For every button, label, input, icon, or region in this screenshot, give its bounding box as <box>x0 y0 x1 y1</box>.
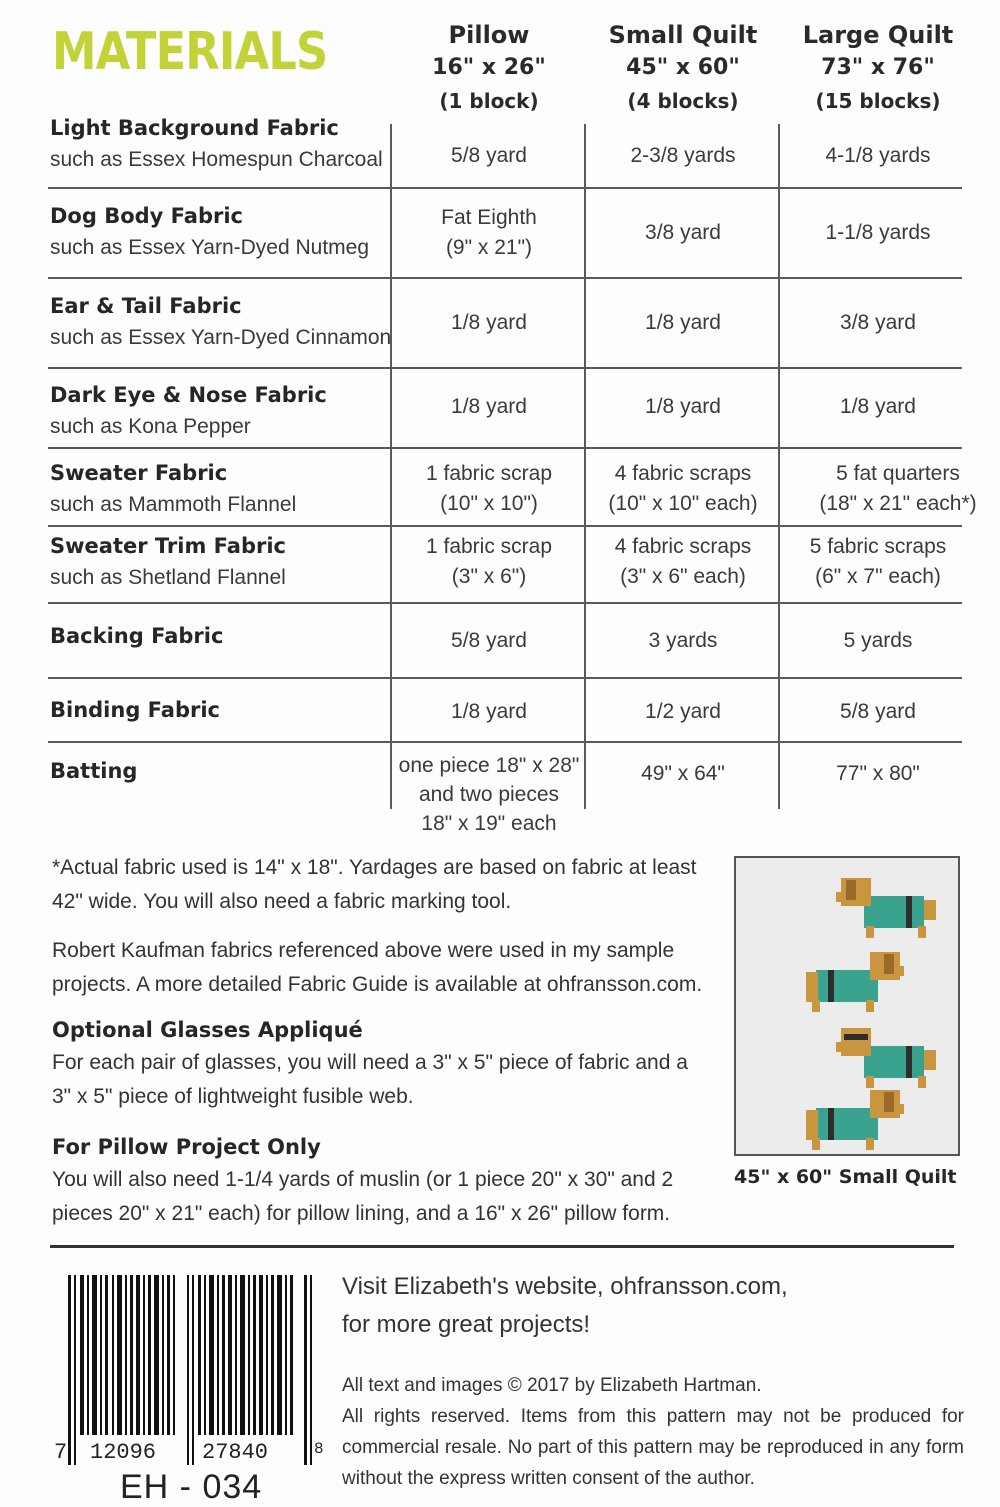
large-quilt-cell: 1/8 yard <box>840 395 916 418</box>
column-name: Large Quilt <box>802 21 954 49</box>
column-name: Small Quilt <box>608 21 758 49</box>
pillow-cell: 5/8 yard <box>451 628 527 652</box>
row-divider <box>48 187 962 189</box>
table-row <box>48 743 962 843</box>
row-label <box>50 290 391 354</box>
glasses-heading: Optional Glasses Appliqué <box>52 1018 363 1042</box>
small-quilt-cell: 3/8 yard <box>645 221 721 244</box>
pillow-cell: Fat Eighth (9" x 21") <box>441 206 537 259</box>
table-row <box>48 457 977 525</box>
large-quilt-cell: 5 fat quarters (18" x 21" each*) <box>819 462 977 515</box>
dog-3 <box>836 1028 936 1088</box>
pillow-heading: For Pillow Project Only <box>52 1135 321 1159</box>
column-blocks: (1 block) <box>439 89 539 113</box>
dog-4 <box>806 1090 904 1150</box>
table-row <box>48 604 962 677</box>
pillow-cell: one piece 18" x 28" and two pieces 18" x 19" each <box>398 754 580 835</box>
column-header-pillow <box>392 18 586 118</box>
row-label <box>50 379 327 443</box>
kaufman-note: Robert Kaufman fabrics referenced above were used in my sample projects. A more detailed Fabric Guide is available at ohfransson.com. <box>52 939 703 996</box>
column-dimensions: 73" x 76" <box>821 55 935 80</box>
large-quilt-cell: 3/8 yard <box>840 311 916 334</box>
fabric-name: Backing Fabric <box>50 624 224 648</box>
fabric-name: Light Background Fabric <box>50 116 339 140</box>
fabric-name: Sweater Fabric <box>50 461 228 485</box>
section-divider <box>50 1245 954 1248</box>
row-label <box>50 112 383 176</box>
website-line: for more great projects! <box>342 1311 591 1338</box>
column-header-small-quilt <box>586 18 780 118</box>
large-quilt-cell: 4-1/8 yards <box>825 143 931 167</box>
website-promo <box>342 1268 962 1344</box>
row-label <box>50 694 220 726</box>
website-line: Visit Elizabeth's website, ohfransson.com, <box>342 1273 788 1300</box>
fabric-name: Dog Body Fabric <box>50 204 243 228</box>
fabric-suggestion: such as Essex Yarn-Dyed Nutmeg <box>50 236 370 259</box>
pillow-cell: 1 fabric scrap (10" x 10") <box>425 462 553 515</box>
row-divider <box>48 525 962 527</box>
fabric-suggestion: such as Essex Yarn-Dyed Cinnamon <box>50 326 392 349</box>
column-blocks: (4 blocks) <box>627 89 739 113</box>
fabric-footnote: *Actual fabric used is 14" x 18". Yardages are based on fabric at least 42" wide. You will also need a fabric marking tool. <box>52 856 697 913</box>
dachshund-quilt-illustration <box>736 858 958 1154</box>
row-label <box>50 755 137 787</box>
barcode-digit: 8 <box>314 1440 324 1458</box>
small-quilt-cell: 4 fabric scraps (3" x 6" each) <box>614 535 752 588</box>
barcode-digit: 7 <box>54 1440 68 1465</box>
table-row <box>48 679 962 741</box>
copyright-notice <box>342 1370 964 1494</box>
barcode-digits-group: 12096 <box>90 1440 157 1465</box>
pillow-section <box>52 1131 712 1231</box>
pillow-cell: 1/8 yard <box>451 395 527 418</box>
fabric-suggestion: such as Mammoth Flannel <box>50 493 297 516</box>
small-quilt-cell: 2-3/8 yards <box>630 143 736 167</box>
column-dimensions: 16" x 26" <box>432 55 546 80</box>
row-label <box>50 530 286 594</box>
pattern-code: EH - 034 <box>120 1468 263 1506</box>
fabric-suggestion: such as Shetland Flannel <box>50 566 286 589</box>
table-row <box>48 530 962 602</box>
copyright-text: All rights reserved. Items from this pattern may not be produced for commercial resale. No part of this pattern may be reproduced in any form without the express written consent of the author. <box>342 1406 964 1489</box>
pillow-cell: 5/8 yard <box>451 143 527 167</box>
dog-1 <box>836 878 936 938</box>
large-quilt-cell: 77" x 80" <box>836 762 920 785</box>
row-label <box>50 200 369 264</box>
fabric-name: Batting <box>50 759 138 783</box>
fabric-suggestion: such as Essex Homespun Charcoal <box>50 148 383 171</box>
fabric-name: Sweater Trim Fabric <box>50 534 286 558</box>
row-label <box>50 457 296 521</box>
row-divider <box>48 367 962 369</box>
row-label <box>50 620 223 652</box>
small-quilt-cell: 3 yards <box>648 628 718 652</box>
column-dimensions: 45" x 60" <box>626 55 740 80</box>
fabric-name: Ear & Tail Fabric <box>50 294 242 318</box>
large-quilt-cell: 1-1/8 yards <box>825 221 931 244</box>
pillow-cell: 1/8 yard <box>451 700 527 723</box>
fabric-suggestion: such as Kona Pepper <box>50 415 251 438</box>
column-header-large-quilt <box>780 18 976 118</box>
small-quilt-cell: 1/8 yard <box>645 311 721 334</box>
table-row <box>48 379 962 447</box>
small-quilt-cell: 4 fabric scraps (10" x 10" each) <box>608 462 758 515</box>
pillow-cell: 1/8 yard <box>451 311 527 334</box>
table-row <box>48 290 962 367</box>
barcode-digits-group: 27840 <box>202 1440 269 1465</box>
table-row <box>48 200 962 277</box>
fabric-name: Dark Eye & Nose Fabric <box>50 383 327 407</box>
pillow-text: You will also need 1-1/4 yards of muslin (or 1 piece 20" x 30" and 2 pieces 20" x 21" each) for pillow lining, and a 16" x 26" pillow form. <box>52 1168 674 1225</box>
small-quilt-cell: 1/2 yard <box>645 700 721 723</box>
row-divider <box>48 447 962 449</box>
glasses-section <box>52 1014 712 1114</box>
glasses-text: For each pair of glasses, you will need a 3" x 5" piece of fabric and a 3" x 5" piece of lightweight fusible web. <box>52 1051 688 1108</box>
pillow-cell: 1 fabric scrap (3" x 6") <box>425 535 553 588</box>
large-quilt-cell: 5/8 yard <box>840 700 916 723</box>
small-quilt-image <box>734 856 960 1156</box>
materials-title: MATERIALS <box>52 22 328 82</box>
copyright-line: All text and images © 2017 by Elizabeth Hartman. <box>342 1375 762 1396</box>
large-quilt-cell: 5 yards <box>843 628 913 652</box>
small-quilt-cell: 1/8 yard <box>645 395 721 418</box>
small-quilt-cell: 49" x 64" <box>641 762 725 785</box>
column-name: Pillow <box>448 21 530 49</box>
fabric-name: Binding Fabric <box>50 698 220 722</box>
large-quilt-cell: 5 fabric scraps (6" x 7" each) <box>809 535 947 588</box>
quilt-caption: 45" x 60" Small Quilt <box>734 1166 957 1188</box>
dog-2 <box>806 952 904 1012</box>
column-blocks: (15 blocks) <box>815 89 941 113</box>
row-divider <box>48 277 962 279</box>
table-row <box>48 112 962 187</box>
